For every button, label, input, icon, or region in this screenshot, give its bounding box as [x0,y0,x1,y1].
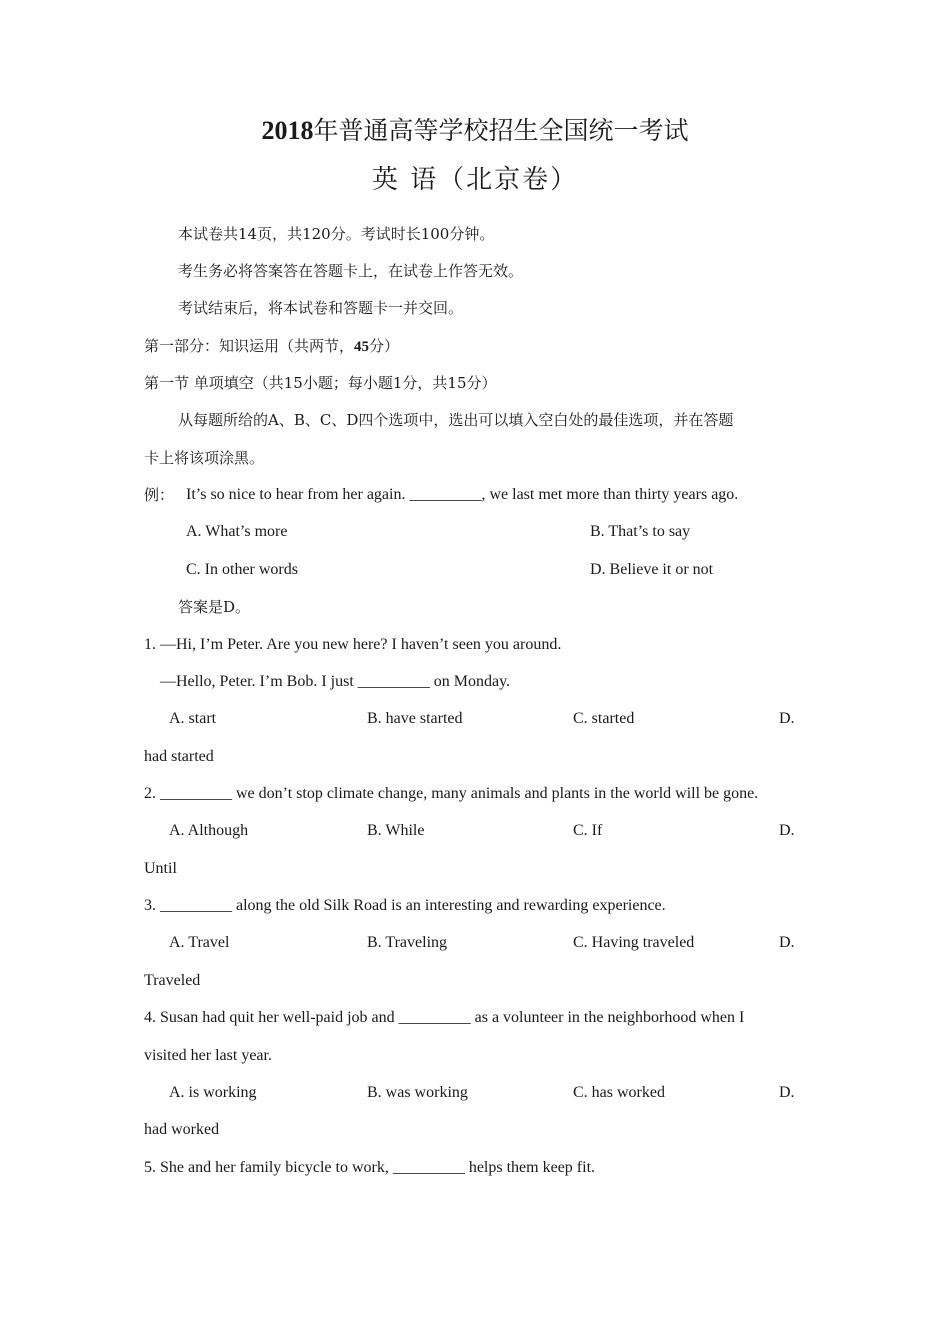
q2-option-d: D. [779,822,795,839]
part-heading [144,336,399,357]
q2-option-d-text: Until [144,860,177,877]
section-heading: 第一节 单项填空（共15小题；每小题1分，共15分） [144,374,497,392]
q1-option-b: B. have started [367,710,463,727]
part-heading-points: 45 [354,339,370,355]
q1-stem-line-1: 1. —Hi, I’m Peter. Are you new here? I haven’t seen you around. [144,636,562,653]
example-option-d: D. Believe it or not [590,561,714,578]
q4-option-a: A. is working [169,1084,257,1101]
q2-option-c: C. If [573,822,603,839]
exam-title-text: 年普通高等学校招生全国统一考试 [313,116,689,145]
example-label: 例： [144,486,175,504]
q1-stem-line-2: —Hello, Peter. I’m Bob. I just _________ on Monday. [160,673,511,690]
q1-option-a: A. start [169,710,217,727]
q1-option-d: D. [779,710,795,727]
exam-title [0,114,950,148]
q4-option-b: B. was working [367,1084,468,1101]
example-option-b: B. That’s to say [590,523,691,540]
q4-option-d-text: had worked [144,1121,220,1138]
example-option-c: C. In other words [186,561,298,578]
exam-subtitle: 英 语（北京卷） [371,165,579,195]
intro-line-1: 本试卷共14页，共120分。考试时长100分钟。 [178,225,495,243]
part-heading-pre: 第一部分：知识运用（共两节， [144,337,355,355]
q3-option-d-text: Traveled [144,972,201,989]
example-stem: It’s so nice to hear from her again. _________, we last met more than thirty years ago. [186,486,739,503]
q3-stem: 3. _________ along the old Silk Road is an interesting and rewarding experience. [144,897,666,914]
q4-option-c: C. has worked [573,1084,665,1101]
q4-stem-line-2: visited her last year. [144,1047,272,1064]
instruction-line-2: 卡上将该项涂黑。 [144,449,265,467]
q4-option-d: D. [779,1084,795,1101]
example-option-a: A. What’s more [186,523,288,540]
exam-year: 2018 [261,116,314,145]
q3-option-c: C. Having traveled [573,934,695,951]
q4-stem-line-1: 4. Susan had quit her well-paid job and _________ as a volunteer in the neighborhood when I [144,1009,745,1026]
q2-option-a: A. Although [169,822,249,839]
example-answer: 答案是D。 [178,598,251,616]
instruction-line-1: 从每题所给的A、B、C、D四个选项中，选出可以填入空白处的最佳选项，并在答题 [178,411,734,429]
q1-option-c: C. started [573,710,635,727]
part-heading-post: 分） [369,337,400,355]
q1-option-d-text: had started [144,748,214,765]
q2-option-b: B. While [367,822,425,839]
q2-stem: 2. _________ we don’t stop climate change, many animals and plants in the world will be gone. [144,785,759,802]
intro-line-3: 考试结束后，将本试卷和答题卡一并交回。 [178,299,464,317]
q3-option-d: D. [779,934,795,951]
q3-option-b: B. Traveling [367,934,448,951]
intro-line-2: 考生务必将答案答在答题卡上，在试卷上作答无效。 [178,262,524,280]
q3-option-a: A. Travel [169,934,230,951]
q5-stem: 5. She and her family bicycle to work, _________ helps them keep fit. [144,1159,596,1176]
